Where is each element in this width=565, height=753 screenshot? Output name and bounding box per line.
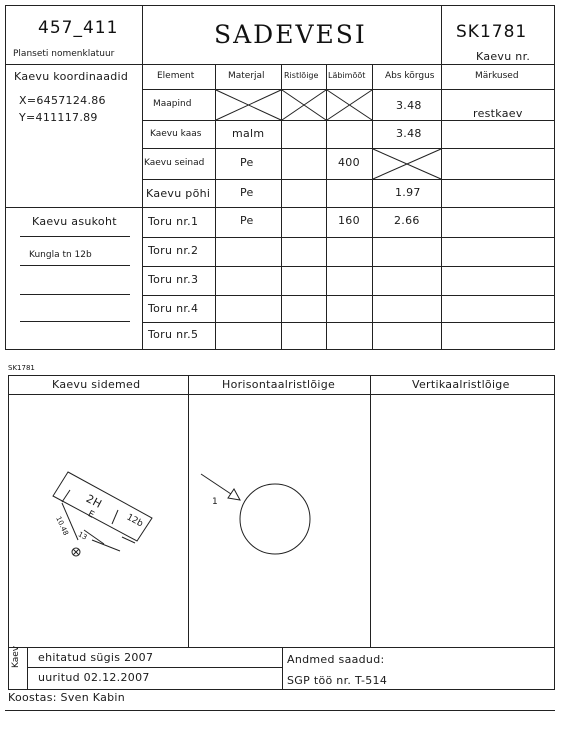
col-element: Element	[157, 71, 195, 81]
row-diameter: 400	[338, 156, 360, 169]
row-element: Toru nr.3	[148, 273, 199, 286]
col-notes: Märkused	[475, 71, 519, 81]
row-notes: restkaev	[473, 107, 523, 120]
row-element: Toru nr.2	[148, 244, 199, 257]
row-element: Toru nr.4	[148, 302, 199, 315]
row-material: Pe	[240, 156, 254, 169]
sketch-building-label: 2H	[83, 492, 104, 511]
horizontal-section	[201, 474, 310, 554]
coords-label: Kaevu koordinaadid	[14, 70, 129, 83]
row-height: 1.97	[395, 186, 421, 199]
col-material: Materjal	[228, 71, 265, 81]
data-source-label: Andmed saadud:	[287, 653, 385, 666]
sketch-letter: E	[85, 509, 96, 521]
row-material: malm	[232, 127, 265, 140]
sketch-distance-1: 10.48	[54, 515, 70, 537]
footer-side-label: Kaev	[11, 645, 21, 668]
row-element: Maapind	[153, 99, 192, 109]
row-height: 2.66	[394, 214, 420, 227]
nomenclature-label: Planseti nomenklatuur	[13, 49, 115, 59]
row-element: Kaevu seinad	[144, 158, 205, 168]
coord-y: Y=411117.89	[19, 111, 98, 124]
coord-x: X=6457124.86	[19, 94, 106, 107]
page-title: SADEVESI	[214, 20, 367, 49]
row-element: Toru nr.1	[148, 215, 199, 228]
row-element: Kaevu põhi	[146, 187, 211, 200]
location-label: Kaevu asukoht	[32, 215, 117, 228]
col-diameter: Läbimõõt	[328, 71, 366, 80]
location-value: Kungla tn 12b	[29, 250, 92, 260]
ties-sketch	[53, 472, 152, 556]
col-height: Abs kõrgus	[385, 71, 435, 81]
sketch-number: 12b	[124, 512, 145, 530]
small-well-id: SK1781	[8, 364, 35, 372]
pipe-number-label: 1	[212, 497, 218, 507]
row-height: 3.48	[396, 99, 422, 112]
well-no-label: Kaevu nr.	[476, 50, 531, 63]
data-source-value: SGP töö nr. T-514	[287, 674, 388, 687]
panel-vertical-title: Vertikaalristlõige	[412, 378, 510, 391]
row-element: Kaevu kaas	[150, 129, 202, 139]
compiled-by: Koostas: Sven Kabin	[8, 691, 126, 704]
row-diameter: 160	[338, 214, 360, 227]
panel-ties-title: Kaevu sidemed	[52, 378, 141, 391]
sketch-distance-2: 13	[76, 530, 89, 542]
row-height: 3.48	[396, 127, 422, 140]
built-date: ehitatud sügis 2007	[38, 651, 154, 664]
col-section: Ristlõige	[284, 71, 319, 80]
well-id: SK1781	[456, 22, 528, 42]
surveyed-date: uuritud 02.12.2007	[38, 671, 150, 684]
row-material: Pe	[240, 186, 254, 199]
row-element: Toru nr.5	[148, 328, 199, 341]
well-circle	[240, 484, 310, 554]
row-material: Pe	[240, 214, 254, 227]
nomenclature-value: 457_411	[38, 18, 119, 38]
panel-horizontal-title: Horisontaalristlõige	[222, 378, 336, 391]
